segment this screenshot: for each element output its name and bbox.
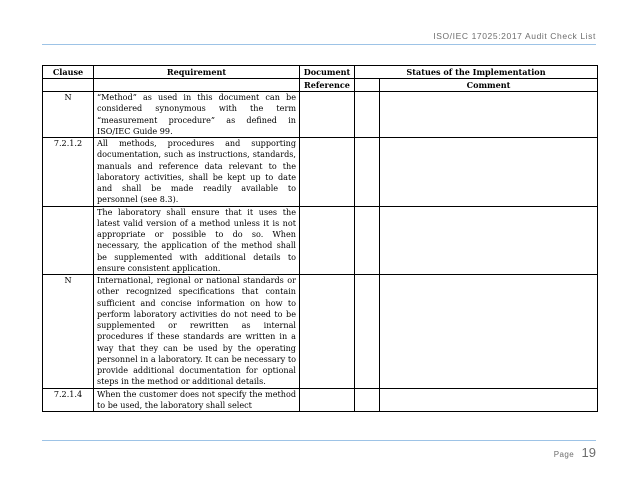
document-header-title: ISO/IEC 17025:2017 Audit Check List [433, 31, 596, 41]
table-row [43, 206, 598, 275]
comment-column-header: Comment [380, 79, 598, 92]
requirement-column-header: Requirement [94, 66, 300, 79]
document-reference-cell[interactable] [300, 138, 355, 207]
status-mark-cell[interactable] [355, 388, 380, 412]
document-reference-cell[interactable] [300, 206, 355, 275]
footer-divider [42, 440, 596, 441]
clause-cell: 7.2.1.2 [43, 138, 94, 207]
requirement-subheader-cell [94, 79, 300, 92]
status-mark-cell[interactable] [355, 206, 380, 275]
table-row [43, 388, 598, 412]
page-number-value: 19 [581, 445, 596, 460]
table-subheader-row [43, 79, 598, 92]
clause-cell: N [43, 275, 94, 389]
comment-cell[interactable] [380, 138, 598, 207]
clause-cell: 7.2.1.4 [43, 388, 94, 412]
status-mark-cell[interactable] [355, 275, 380, 389]
clause-cell [43, 206, 94, 275]
document-reference-cell[interactable] [300, 275, 355, 389]
audit-checklist-table [42, 65, 598, 412]
status-column-header: Statues of the Implementation [355, 66, 598, 79]
document-column-header: Document [300, 66, 355, 79]
clause-cell: N [43, 92, 94, 138]
status-mark-subheader-cell [355, 79, 380, 92]
table-row [43, 92, 598, 138]
requirement-cell: International, regional or national standards or other recognized specifications that contain sufficient and concise information on how to perform laboratory activities do not need to be supplemented or rewritten as internal procedures if these standards are written in a way that they can be used by the operating personnel in a laboratory. It can be necessary to provide additional documentation for optional steps in the method or additional details. [94, 275, 300, 389]
table-row [43, 138, 598, 207]
page-number [554, 444, 596, 462]
status-mark-cell[interactable] [355, 138, 380, 207]
comment-cell[interactable] [380, 92, 598, 138]
status-mark-cell[interactable] [355, 92, 380, 138]
header-divider [42, 44, 596, 45]
table-header-row [43, 66, 598, 79]
table-row [43, 275, 598, 389]
document-reference-cell[interactable] [300, 92, 355, 138]
clause-subheader-cell [43, 79, 94, 92]
document-reference-cell[interactable] [300, 388, 355, 412]
requirement-cell: “Method” as used in this document can be considered synonymous with the term “measurement procedure” as defined in ISO/IEC Guide 99. [94, 92, 300, 138]
clause-column-header: Clause [43, 66, 94, 79]
page-label: Page [553, 450, 575, 459]
requirement-cell: When the customer does not specify the method to be used, the laboratory shall select [94, 388, 300, 412]
reference-column-header: Reference [300, 79, 355, 92]
comment-cell[interactable] [380, 206, 598, 275]
requirement-cell: The laboratory shall ensure that it uses the latest valid version of a method unless it is not appropriate or possible to do so. When necessary, the application of the method shall be supplemented with additional details to ensure consistent application. [94, 206, 300, 275]
comment-cell[interactable] [380, 275, 598, 389]
requirement-cell: All methods, procedures and supporting documentation, such as instructions, standards, manuals and reference data relevant to the laboratory activities, shall be kept up to date and shall be made readily available to personnel (see 8.3). [94, 138, 300, 207]
comment-cell[interactable] [380, 388, 598, 412]
